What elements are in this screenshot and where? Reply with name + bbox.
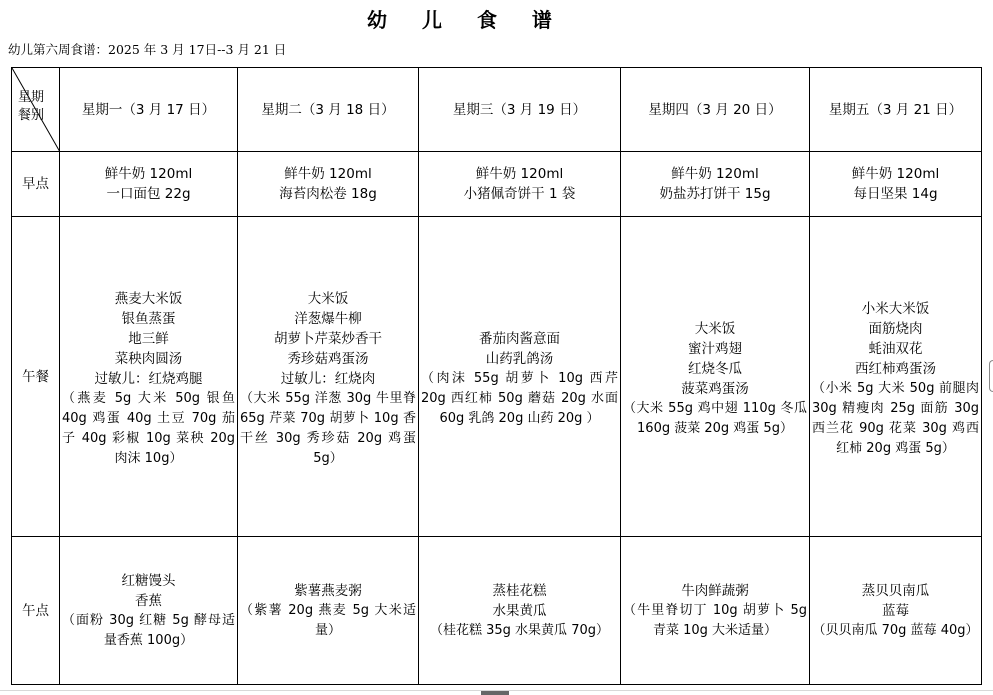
day-header-tue: 星期二（3 月 18 日） <box>238 68 419 152</box>
menu-line: 鲜牛奶 120ml <box>475 166 564 182</box>
ingredient-detail: （面粉 30g 红糖 5g 酵母适量香蕉 100g） <box>62 612 235 648</box>
menu-line: 面筋烧肉 <box>868 320 923 337</box>
menu-line: 蒸贝贝南瓜 <box>861 582 930 599</box>
breakfast-cell-tue <box>238 152 419 217</box>
menu-line: 洋葱爆牛柳 <box>294 310 362 327</box>
menu-line: 秀珍菇鸡蛋汤 <box>287 350 369 367</box>
menu-line: 西红柿鸡蛋汤 <box>855 360 936 377</box>
menu-line: 一口面包 22g <box>106 186 191 202</box>
breakfast-cell-wed <box>419 152 621 217</box>
menu-line: 菜秧肉圆汤 <box>114 350 183 367</box>
menu-line: 菠菜鸡蛋汤 <box>681 380 749 397</box>
allergy-line: 过敏儿：红烧肉 <box>280 370 376 387</box>
menu-line: 胡萝卜芹菜炒香干 <box>274 330 382 347</box>
ingredient-detail: （大米 55g 洋葱 30g 牛里脊 65g 芹菜 70g 胡萝卜 10g 香干丝 30g 秀珍菇 20g 鸡蛋 5g） <box>240 390 416 466</box>
afternoon-row <box>12 537 982 685</box>
ingredient-detail: （牛里脊切丁 10g 胡萝卜 5g 青菜 10g 大米适量） <box>623 602 807 638</box>
corner-label-meal: 餐别 <box>18 108 45 123</box>
menu-line: 山药乳鸽汤 <box>485 350 554 367</box>
horizontal-scroll-thumb[interactable] <box>481 691 509 695</box>
menu-line: 鲜牛奶 120ml <box>284 166 372 182</box>
breakfast-cell-thu <box>621 152 810 217</box>
lunch-cell-wed <box>419 217 621 537</box>
menu-line: 小猪佩奇饼干 1 袋 <box>463 186 576 202</box>
breakfast-row <box>12 152 982 217</box>
scroll-indicator[interactable] <box>989 360 993 392</box>
corner-label-weekday: 星期 <box>18 90 45 105</box>
menu-line: 鲜牛奶 120ml <box>104 166 193 182</box>
menu-line: 海苔肉松卷 18g <box>279 186 377 202</box>
meal-label-breakfast: 早点 <box>12 152 60 217</box>
afternoon-cell-wed <box>419 537 621 685</box>
meal-label-afternoon: 午点 <box>12 537 60 685</box>
allergy-line: 过敏儿：红烧鸡腿 <box>94 370 203 387</box>
menu-line: 蓝莓 <box>882 602 909 619</box>
afternoon-cell-tue <box>238 537 419 685</box>
breakfast-cell-fri <box>810 152 982 217</box>
day-header-mon: 星期一（3 月 17 日） <box>60 68 238 152</box>
menu-line: 水果黄瓜 <box>492 602 547 619</box>
afternoon-cell-mon <box>60 537 238 685</box>
menu-table <box>11 67 982 685</box>
day-header-thu: 星期四（3 月 20 日） <box>621 68 810 152</box>
menu-line: 大米饭 <box>307 290 349 307</box>
day-header-wed: 星期三（3 月 19 日） <box>419 68 621 152</box>
menu-line: 燕麦大米饭 <box>114 290 183 307</box>
menu-line: 红糖馒头 <box>121 572 176 589</box>
week-subtitle: 幼儿第六周食谱：2025 年 3 月 17日--3 月 21 日 <box>8 42 287 57</box>
ingredient-detail: （桂花糕 35g 水果黄瓜 70g） <box>430 622 609 638</box>
ingredient-detail: （肉沫 55g 胡萝卜 10g 西芹 20g 西红柿 50g 蘑菇 20g 水面 60g 乳鸽 20g 山药 20g ） <box>421 370 618 426</box>
page-title: 幼 儿 食 谱 <box>367 8 566 32</box>
ingredient-detail: （大米 55g 鸡中翅 110g 冬瓜 160g 菠菜 20g 鸡蛋 5g） <box>623 400 807 436</box>
menu-line: 大米饭 <box>694 320 736 337</box>
menu-line: 小米大米饭 <box>861 300 930 317</box>
menu-line: 红烧冬瓜 <box>688 360 742 377</box>
ingredient-detail: （燕麦 5g 大米 50g 银鱼 40g 鸡蛋 40g 土豆 70g 茄子 40g 彩椒 10g 菜秧 20g 肉沫 10g） <box>62 390 235 466</box>
meal-label-lunch: 午餐 <box>12 217 60 537</box>
day-header-fri: 星期五（3 月 21 日） <box>810 68 982 152</box>
menu-line: 蜜汁鸡翅 <box>688 340 742 357</box>
menu-line: 番茄肉酱意面 <box>479 330 560 347</box>
ingredient-detail: （贝贝南瓜 70g 蓝莓 40g） <box>812 622 979 638</box>
menu-line: 地三鲜 <box>128 330 169 347</box>
menu-line: 鲜牛奶 120ml <box>851 166 940 182</box>
lunch-cell-thu <box>621 217 810 537</box>
menu-line: 蒸桂花糕 <box>492 582 547 599</box>
ingredient-detail: （紫薯 20g 燕麦 5g 大米适量） <box>240 602 416 638</box>
menu-line: 奶盐苏打饼干 15g <box>659 186 771 202</box>
corner-cell <box>12 68 60 152</box>
menu-line: 紫薯燕麦粥 <box>294 582 362 599</box>
menu-line: 每日坚果 14g <box>853 186 938 202</box>
menu-line: 牛肉鲜蔬粥 <box>681 582 749 599</box>
menu-line: 鲜牛奶 120ml <box>671 166 759 182</box>
lunch-row <box>12 217 982 537</box>
lunch-cell-tue <box>238 217 419 537</box>
ingredient-detail: （小米 5g 大米 50g 前腿肉 30g 精瘦肉 25g 面筋 30g 西兰花 90g 花菜 30g 鸡西红柿 20g 鸡蛋 5g） <box>812 380 979 456</box>
afternoon-cell-fri <box>810 537 982 685</box>
menu-line: 香蕉 <box>135 592 162 609</box>
lunch-cell-mon <box>60 217 238 537</box>
menu-line: 蚝油双花 <box>868 340 923 357</box>
afternoon-cell-thu <box>621 537 810 685</box>
header-row <box>12 68 982 152</box>
lunch-cell-fri <box>810 217 982 537</box>
breakfast-cell-mon <box>60 152 238 217</box>
menu-line: 银鱼蒸蛋 <box>121 310 176 327</box>
